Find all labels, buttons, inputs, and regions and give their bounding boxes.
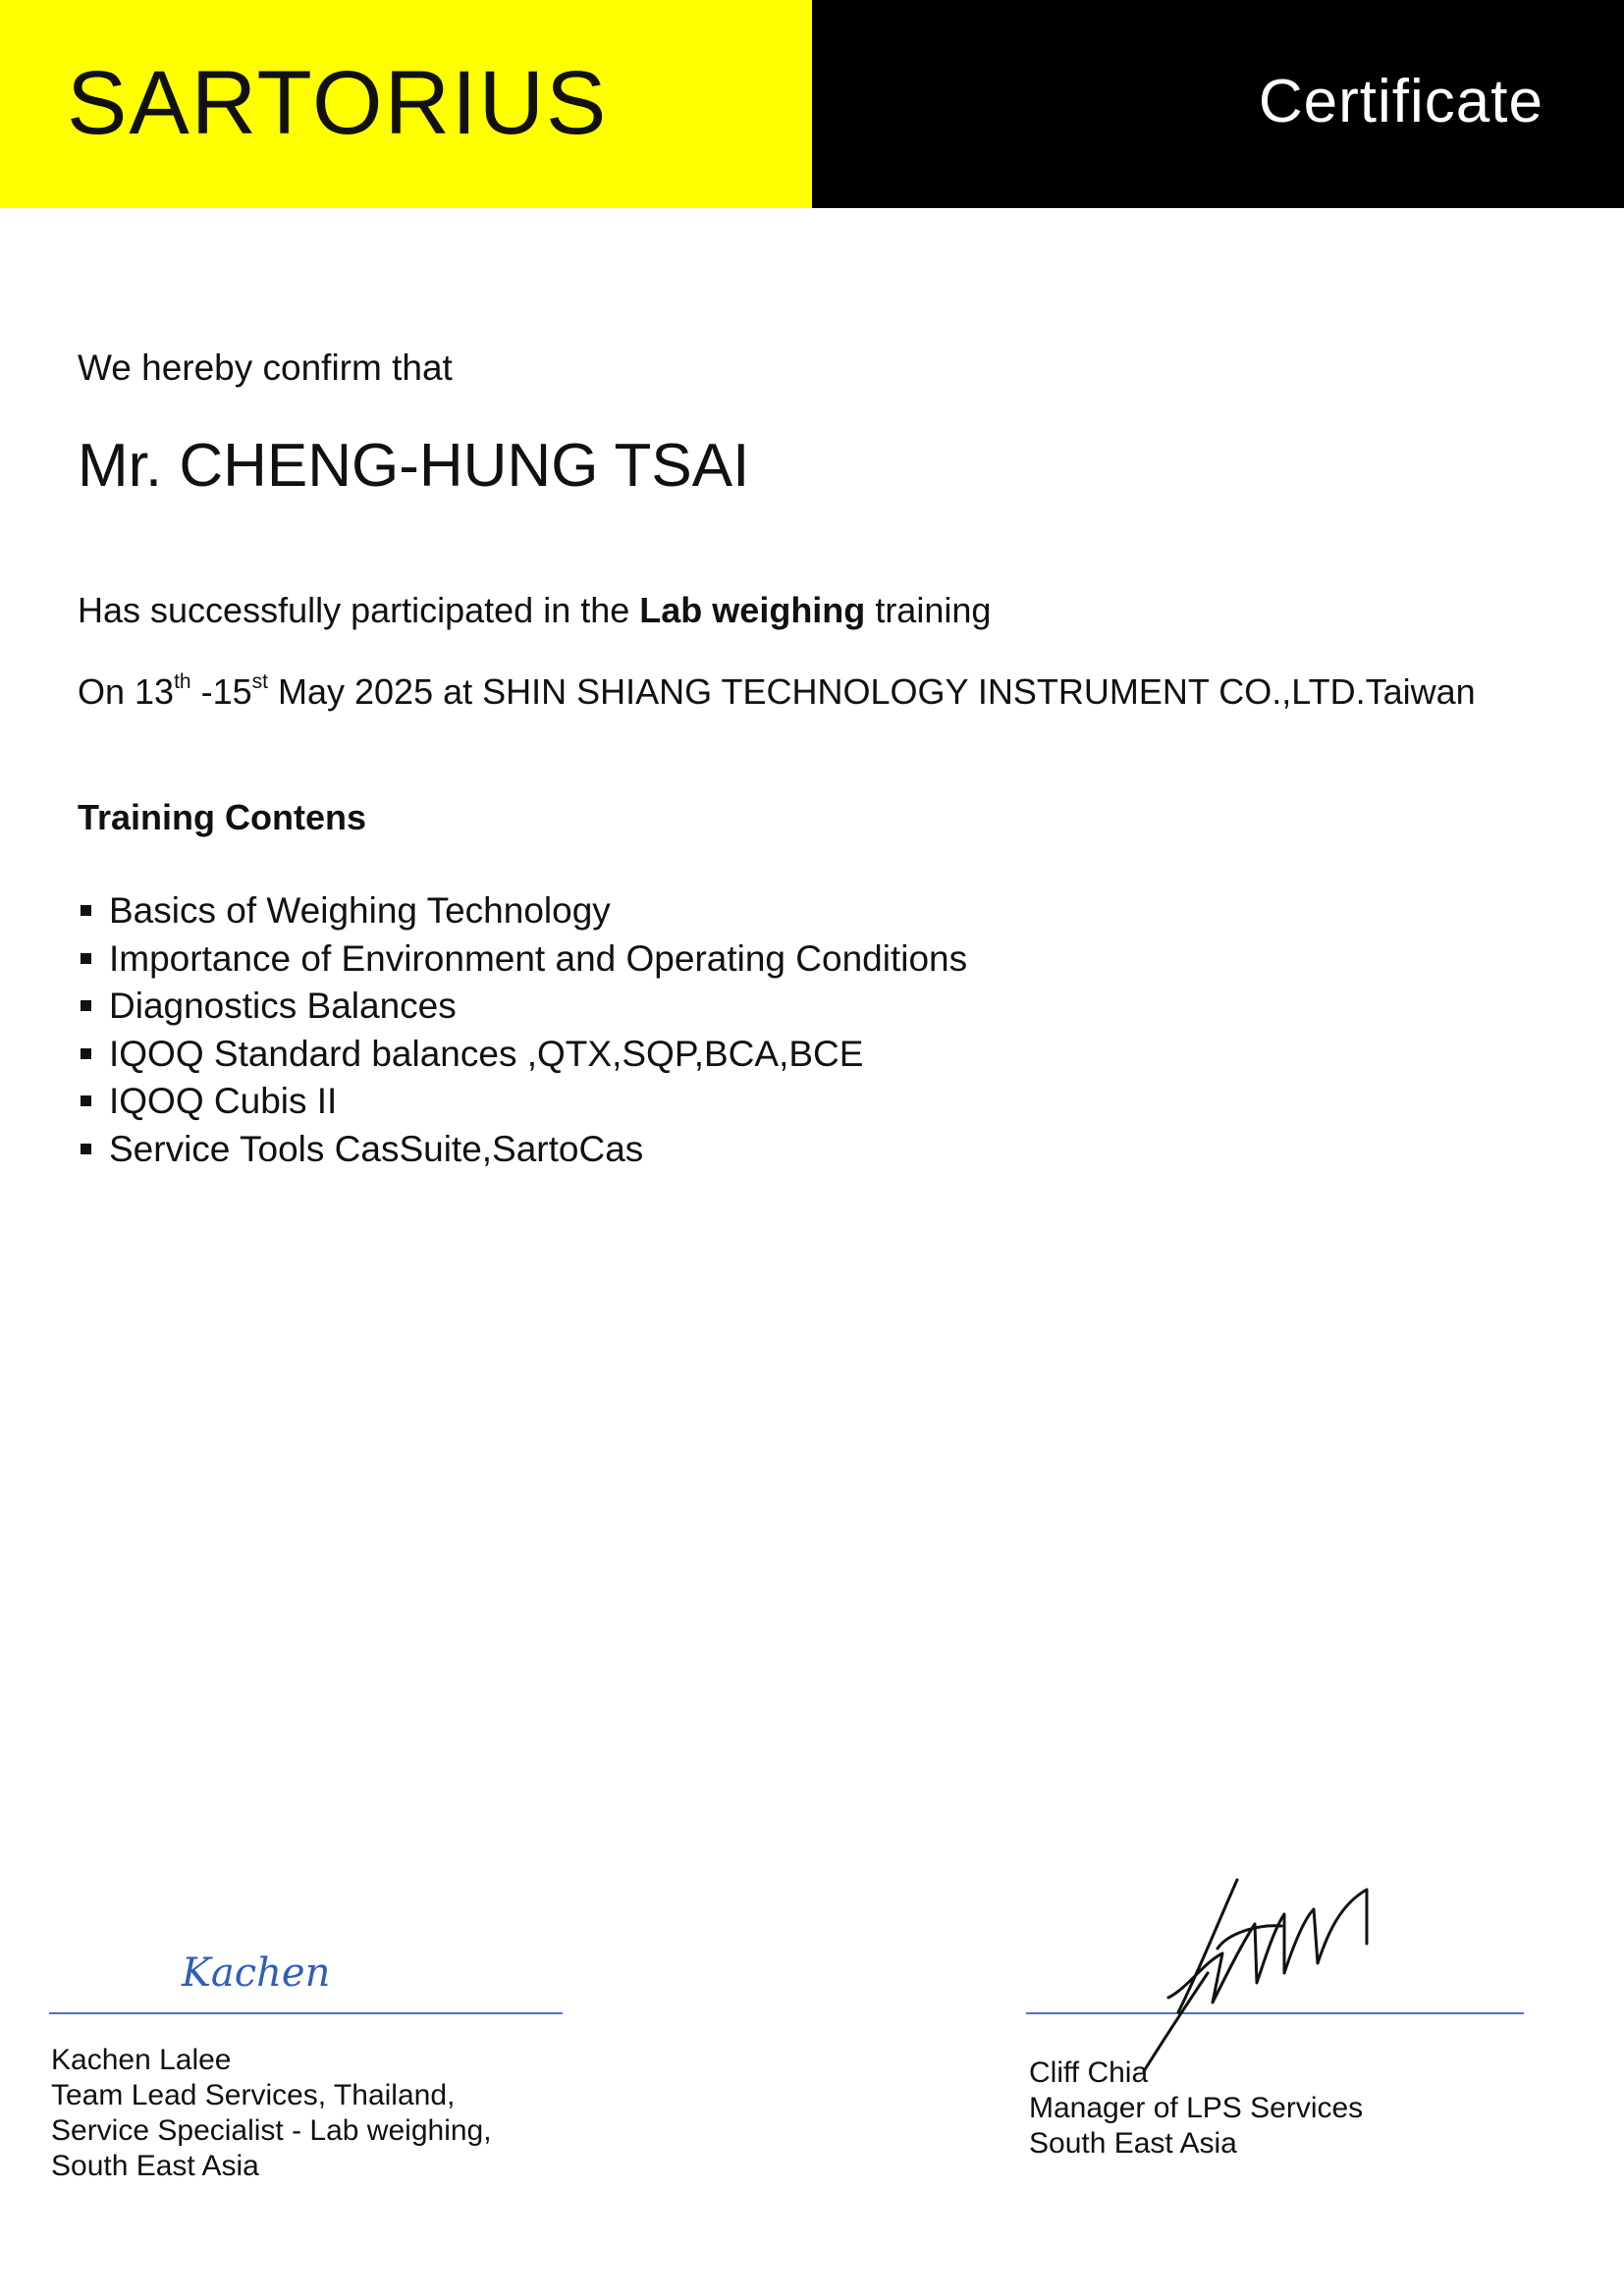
- date-suffix: May 2025 at SHIN SHIANG TECHNOLOGY INSTRUMENT CO.,LTD.Taiwan: [267, 671, 1476, 712]
- kachen-signature: [177, 1939, 344, 1998]
- left-signatory-title-1: Team Lead Services, Thailand,: [51, 2079, 456, 2111]
- participation-suffix: training: [875, 590, 992, 630]
- certificate-title: Certificate: [1258, 68, 1543, 135]
- left-signatory-title-3: South East Asia: [51, 2150, 259, 2182]
- svg-text:Kachen: Kachen: [182, 1950, 331, 1996]
- square-bullet-icon: [81, 1000, 91, 1011]
- training-contents-title: Training Contens: [78, 797, 367, 837]
- date-prefix: On 13: [78, 671, 175, 712]
- svg-text:SARTORIUS: SARTORIUS: [67, 53, 609, 153]
- training-name: Lab weighing: [639, 590, 866, 630]
- left-signatory-title-2: Service Specialist - Lab weighing,: [51, 2114, 492, 2147]
- list-item-label: Diagnostics Balances: [109, 986, 457, 1026]
- list-item-label: Basics of Weighing Technology: [109, 890, 611, 931]
- list-item: [78, 1126, 967, 1174]
- left-signatory-name: Kachen Lalee: [51, 2044, 232, 2076]
- date-mid: -15: [190, 671, 252, 712]
- square-bullet-icon: [81, 905, 91, 916]
- list-item: [78, 1078, 967, 1126]
- sartorius-logo: [67, 51, 609, 153]
- right-signatory-title-1: Manager of LPS Services: [1029, 2092, 1364, 2124]
- list-item-label: IQOQ Cubis II: [109, 1081, 338, 1121]
- list-item-label: Importance of Environment and Operating Conditions: [109, 937, 968, 979]
- square-bullet-icon: [81, 1144, 91, 1154]
- list-item: [78, 935, 967, 984]
- date-sup-th: th: [174, 670, 191, 693]
- participation-prefix: Has successfully participated in the: [78, 590, 630, 630]
- square-bullet-icon: [81, 1048, 91, 1059]
- right-signatory: [1029, 2056, 1363, 2162]
- list-item: [78, 887, 967, 935]
- training-date-location: [78, 667, 1476, 717]
- recipient-name: Mr. CHENG-HUNG TSAI: [78, 432, 750, 500]
- header-yellow-panel: [0, 0, 812, 208]
- cliff-chia-signature: [1110, 1865, 1394, 2071]
- left-signature-line: [49, 2012, 563, 2014]
- list-item-label: IQOQ Standard balances ,QTX,SQP,BCA,BCE: [109, 1033, 864, 1074]
- confirmation-text: We hereby confirm that: [78, 347, 453, 388]
- right-signatory-title-2: South East Asia: [1029, 2127, 1237, 2160]
- square-bullet-icon: [81, 953, 91, 964]
- training-contents-list: [78, 887, 967, 1173]
- square-bullet-icon: [81, 1095, 91, 1106]
- right-signatory-name: Cliff Chia: [1029, 2056, 1149, 2089]
- participation-statement: [78, 586, 991, 635]
- list-item-label: Service Tools CasSuite,SartoCas: [109, 1128, 644, 1169]
- date-sup-st: st: [251, 670, 268, 693]
- list-item: [78, 1031, 967, 1079]
- left-signatory: [51, 2043, 492, 2184]
- list-item: [78, 983, 967, 1031]
- header-black-panel: [812, 0, 1624, 208]
